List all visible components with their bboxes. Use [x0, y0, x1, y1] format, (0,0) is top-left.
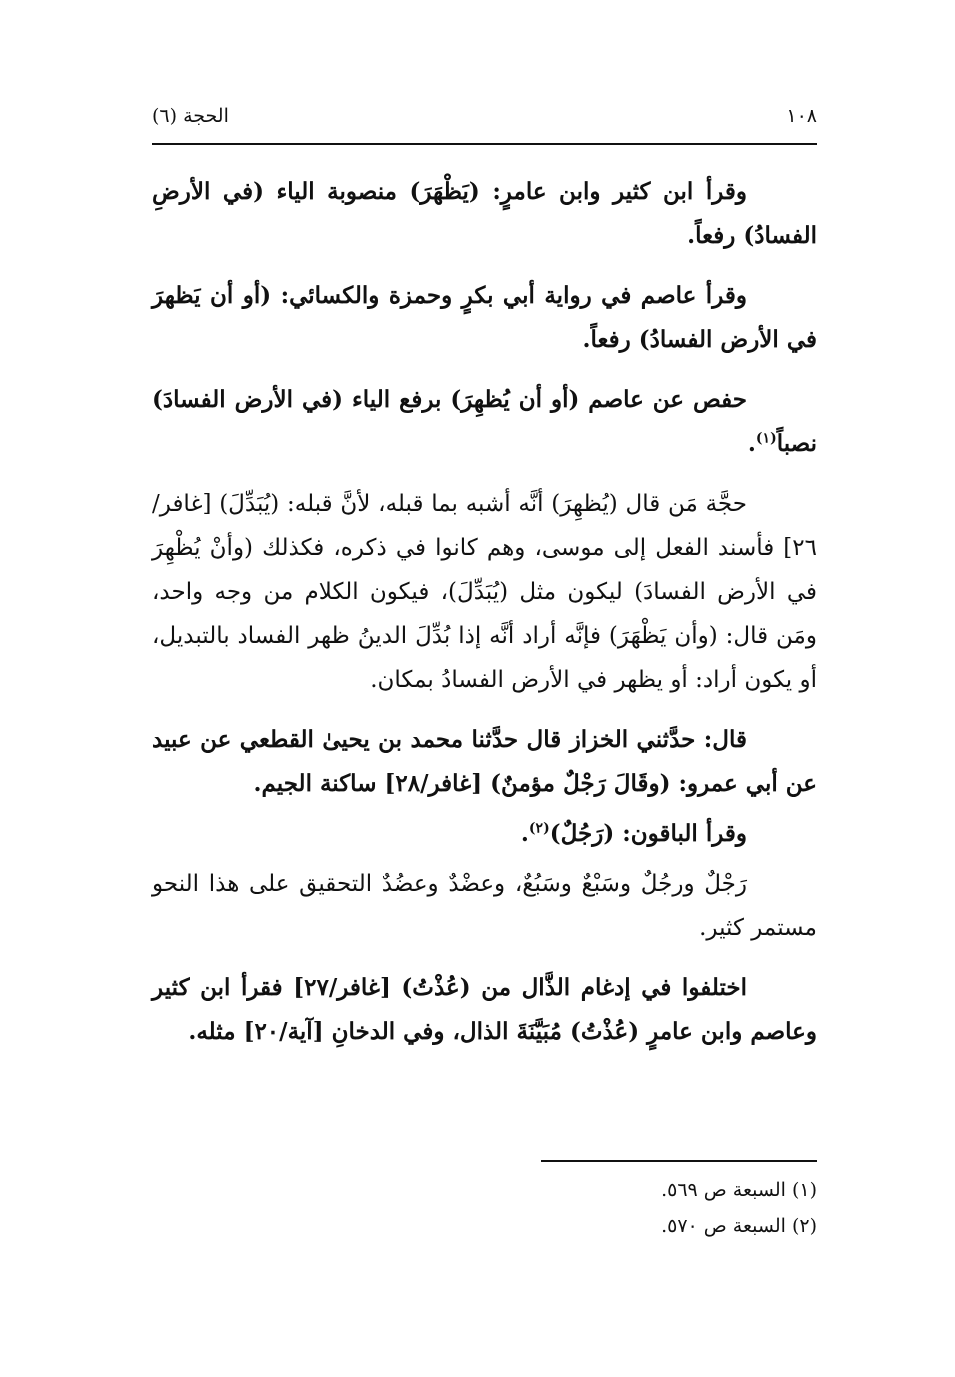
paragraph-chain-of-narration: قال: حدَّثني الخزاز قال حدَّثنا محمد بن يحيىٰ القطعي عن عبيد عن أبي عمرو: (وقَالَ رَجْلٌ مؤمنٌ) [غافر/٢٨] ساكنة الجيم. [152, 726, 817, 797]
paragraph-hafs-reading [152, 378, 817, 466]
footnote-2: (٢) السبعة ص ٥٧٠. [661, 1215, 817, 1237]
footnote-ref-1: (١) [755, 430, 777, 447]
paragraph-ibn-kathir-reading: وقرأ ابن كثير وابن عامرٍ: (يَظْهَرَ) منصوبة الياء (في الأرضِ الفسادُ) رفعاً. [152, 178, 817, 249]
hafs-reading-end: . [747, 430, 756, 457]
paragraph-argument: حجَّة مَن قال (يُظهِرَ) أنَّه أشبه بما قبله، لأنَّ قبله: (يُبَدِّلَ) [غافر/٢٦] فأسند الفعل إلى موسى، وهم كانوا في ذكره، فكذلك (وأنْ يُظْهِرَ في الأرض الفسادَ) ليكون مثل (يُبَدِّلَ)، فيكون الكلام من وجه واحد، ومَن قال: (وأن يَظْهَرَ) فإنَّه أراد أنَّه إذا بُدِّلَ الدينُ ظهر الفساد بالتبديل، أو يكون أراد: أو يظهر في الأرض الفسادُ بمكان. [152, 491, 818, 693]
footnote-ref-2: (٢) [528, 820, 550, 837]
paragraph-others-reading [152, 812, 817, 856]
page-number: ١٠٨ [786, 105, 817, 127]
header-rule [152, 143, 817, 145]
main-text [152, 170, 817, 1054]
running-title: الحجة (٦) [152, 105, 229, 127]
paragraph-asim-reading: وقرأ عاصم في رواية أبي بكرٍ وحمزة والكسائي: (أو أن يَظهرَ في الأرض الفسادُ) رفعاً. [152, 282, 817, 353]
running-header [152, 96, 817, 136]
footnotes [400, 1172, 817, 1244]
others-reading-text: وقرأ الباقون: (رَجُلٌ) [549, 820, 747, 847]
paragraph-linguistic-note: رَجْلٌ ورجُلٌ وسَبْعٌ وسَبُعٌ، وعضْدٌ وعضُدٌ التحقيق على هذا النحو مستمر كثير. [152, 871, 817, 941]
hafs-reading-text: حفص عن عاصم (أو أن يُظهِرَ) برفع الياء (في الأرض الفسادَ) نصباً [152, 386, 817, 457]
footnote-1: (١) السبعة ص ٥٦٩. [661, 1179, 817, 1201]
footnote-rule [541, 1160, 817, 1162]
others-reading-end: . [520, 820, 529, 847]
paragraph-idgham-dispute: اختلفوا في إدغام الذَّال من (عُذْتُ) [غافر/٢٧] فقرأ ابن كثير وعاصم وابن عامرٍ (عُذْتُ) مُبَيَّنَةَ الذال، وفي الدخانِ [آية/٢٠] مثله. [152, 974, 817, 1045]
